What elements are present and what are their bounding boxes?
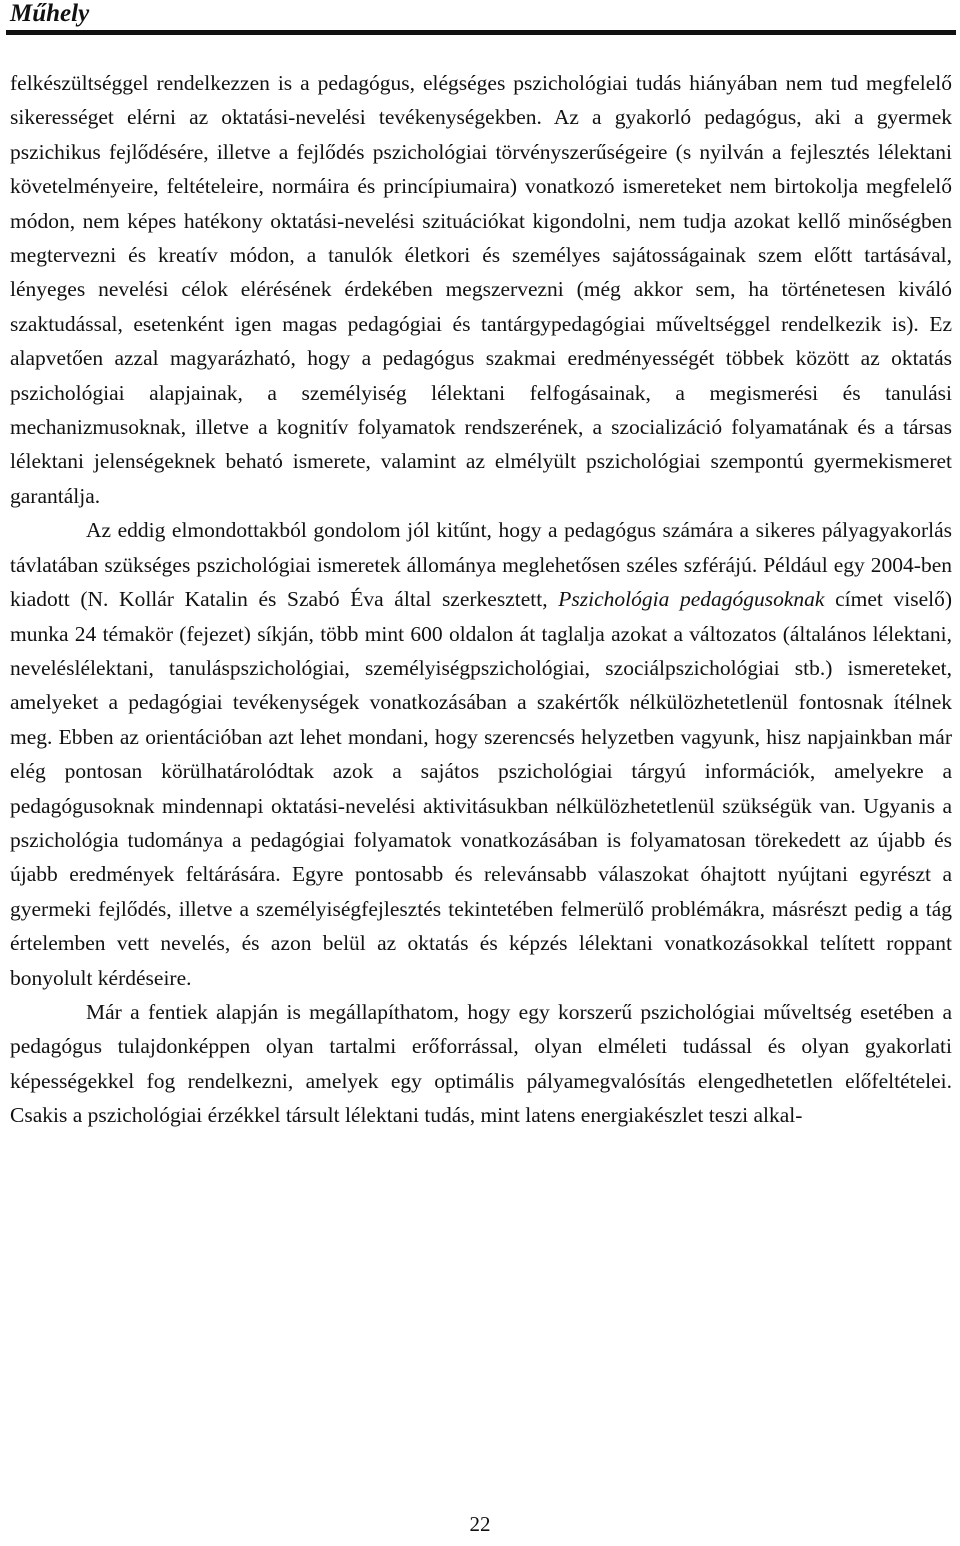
header-rule	[6, 30, 956, 35]
article-body	[10, 66, 952, 1133]
page-number: 22	[469, 1512, 491, 1536]
page-header	[6, 0, 956, 38]
paragraph-2	[10, 513, 952, 995]
section-title: Műhely	[10, 0, 90, 27]
paragraph-1: felkészültséggel rendelkezzen is a pedagógus, elégséges pszichológiai tudás hiányában nem tud megfelelő sikerességet elérni az oktatási-nevelési tevékenységekben. Az a gyakorló pedagógus, aki a gyermek pszichikus fejlődésére, illetve a fejlődés pszichológiai törvényszerűségeire (s nyilván a fejlesztés lélektani követelményeire, feltételeire, normáira és princípiumaira) vonatkozó ismereteket nem birtokolja megfelelő módon, nem képes hatékony oktatási-nevelési szituációkat kigondolni, nem tudja azokat kellő minőségben megtervezni és kreatív módon, a tanulók életkori és személyes sajátosságainak szem előtt tartásával, lényeges nevelési célok elérésének érdekében megszervezni (még akkor sem, ha történetesen kiváló szaktudással, esetenként igen magas pedagógiai és tantárgypedagógiai műveltséggel rendelkezik is). Ez alapvetően azzal magyarázható, hogy a pedagógus szakmai eredményességét többek között az oktatás pszichológiai alapjainak, a személyiség lélektani felfogásainak, a megismerési és tanulási mechanizmusoknak, illetve a kognitív folyamatok rendszerének, a szocializáció folyamatának és a társas lélektani jelenségeknek beható ismerete, valamint az elmélyült pszichológiai szempontú gyermekismeret garantálja.	[10, 71, 952, 508]
paragraph-3: Már a fentiek alapján is megállapíthatom, hogy egy korszerű pszichológiai műveltség esetében a pedagógus tulajdonképpen olyan tartalmi erőforrással, olyan elméleti tudással és olyan gyakorlati képességekkel fog rendelkezni, amelyek egy optimális pályamegvalósítás elengedhetetlen előfeltételei. Csakis a pszichológiai érzékkel társult lélektani tudás, mint latens energiakészlet teszi alkal-	[10, 999, 952, 1128]
book-title: Pszichológia pedagógusoknak	[558, 587, 825, 612]
paragraph-2-text-before: Az eddig elmondottakból gondolom jól kitűnt, hogy a pedagógus számára a sikeres pályagyakorlás távlatában szükséges pszichológiai ismeretek állománya meglehetősen széles szférájú. Például egy 2004-ben kiadott (N. Kollár Katalin és Szabó Éva által szerkesztett,	[10, 518, 952, 612]
paragraph-2-text-after: címet viselő) munka 24 témakör (fejezet) síkján, több mint 600 oldalon át taglalja azokat a változatos (általános lélektani, neveléslélektani, tanuláspszichológiai, személyiségpszichológiai, szociálpszichológiai stb.) ismereteket, amelyeket a pedagógiai tevékenységek vonatkozásában a szakértők nélkülözhetetlenül fontosnak ítélnek meg. Ebben az orientációban azt lehet mondani, hogy szerencsés helyzetben vagyunk, hisz napjainkban már elég pontosan körülhatárolódtak azok a sajátos pszichológiai tárgyú információk, amelyekre a pedagógusoknak mindennapi oktatási-nevelési aktivitásukban nélkülözhetetlenül szükségük van. Ugyanis a pszichológia tudománya a pedagógiai folyamatok vonatkozásában is folyamatosan törekedett az újabb és újabb eredmények feltárására. Egyre pontosabb és relevánsabb válaszokat óhajtott nyújtani egyrészt a gyermeki fejlődés, illetve a személyiségfejlesztés tekintetében felmerülő problémákra, másrészt pedig a tág értelemben vett nevelés, és azon belül az oktatás és képzés lélektani vonatkozásokkal telített roppant bonyolult kérdéseire.	[10, 587, 952, 990]
